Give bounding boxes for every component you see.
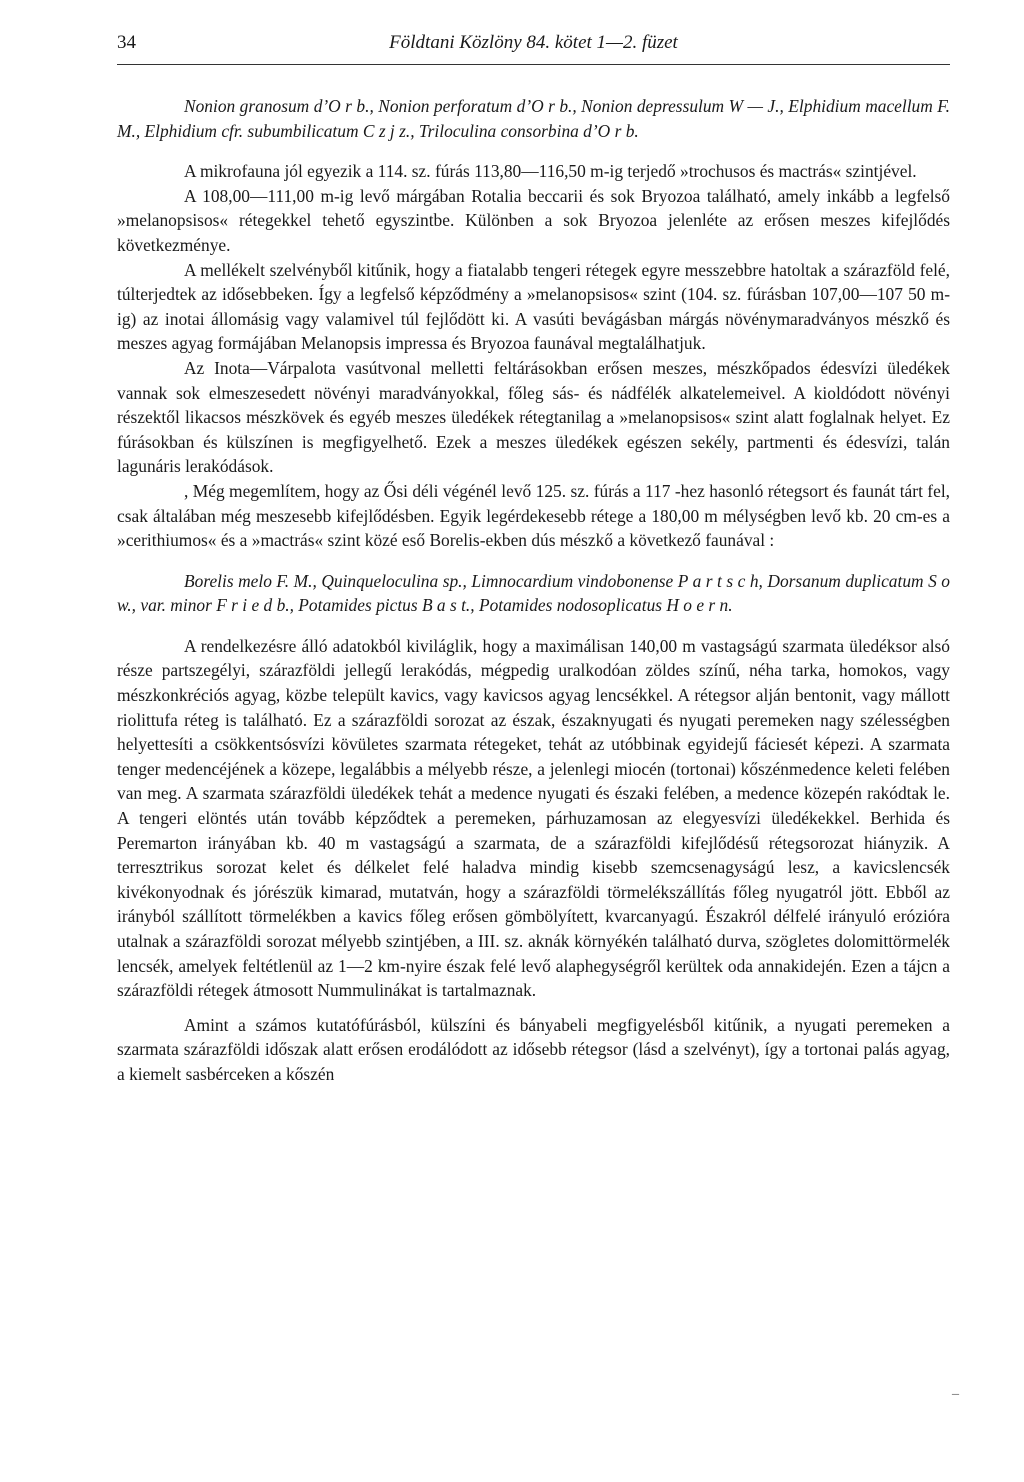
paragraph: Amint a számos kutatófúrásból, külszíni és bányabeli megfigyelésből kitűnik, a nyugati peremeken a szarmata szárazföldi időszak alatt erősen erodálódott az idősebb rétegsor (lásd a szelvényt), így a tortonai palás agyag, a kiemelt sasbérceken a kőszén xyxy=(117,1014,950,1084)
species-list-borelis: Borelis melo F. M., Quinqueloculina sp., Limnocardium vindobonense P a r t s c h, Dorsanum duplicatum S o w., var. minor F r i e d b., Potamides pictus B a s t., Potamides nodosoplicatus H o e r n. xyxy=(117,570,950,616)
running-title: Földtani Közlöny 84. kötet 1—2. füzet xyxy=(389,32,678,53)
page-header xyxy=(117,30,950,65)
body-text xyxy=(117,94,950,1087)
page-number: 34 xyxy=(117,32,136,53)
paragraph: A mikrofauna jól egyezik a 114. sz. fúrás 113,80—116,50 m-ig terjedő »trochusos és mactrás« szintjével. xyxy=(184,161,917,182)
paragraph: , Még megemlítem, hogy az Ősi déli végénél levő 125. sz. fúrás a 117 -hez hasonló rétegsort és faunát tárt fel, csak általában még meszesebb kifejlődésben. Egyik legérdekesebb rétege a 180,00 m mélységben levő kb. 20 cm-es a »cerithiumos« és a »mactrás« szint közé eső Borelis-ekben dús mészkő a következő faunával : xyxy=(117,480,950,551)
margin-mark: _ xyxy=(952,1382,959,1397)
paragraph: A mellékelt szelvényből kitűnik, hogy a fiatalabb tengeri rétegek egyre messzebbre hatoltak a szárazföld felé, túlterjedtek az idősebbeken. Így a legfelső képződmény a »melanopsisos« szint (104. sz. fúrásban 107,00—107 50 m-ig) az inotai állomásig vagy valamivel túl fejlődött ki. A vasúti bevágásban márgás növénymaradványos mészkő és meszes agyag formájában Melanopsis impressa és Bryozoa faunával megtalálhatjuk. xyxy=(117,259,950,354)
species-list-top: Nonion granosum d’O r b., Nonion perforatum d’O r b., Nonion depressulum W — J., Elphidium macellum F. M., Elphidium cfr. subumbilicatum C z j z., Triloculina consorbina d’O r b. xyxy=(117,96,950,141)
paragraph: Az Inota—Várpalota vasútvonal melletti feltárásokban erősen meszes, mészkőpados édesvízi üledékek vannak sok elmeszesedett növényi maradványokkal, főleg sás- és nádfélék alkatelemeivel. A kioldódott növényi részektől likacsos mészkövek és egyéb meszes üledékek rétegtanilag a »melanopsisos« szint alatt foglalnak helyet. Ez fúrásokban és külszínen is megfigyelhető. Ezek a meszes üledékek egészen sekély, partmenti és édesvízi, talán lagunáris lerakódások. xyxy=(117,357,950,477)
paragraph: A 108,00—111,00 m-ig levő márgában Rotalia beccarii és sok Bryozoa található, amely inkább a legfelső »melanopsisos« rétegekkel tehető egyszintbe. Különben a sok Bryozoa jelenléte az erősen meszes kifejlődés következménye. xyxy=(117,185,950,255)
paragraph: A rendelkezésre álló adatokból kiviláglik, hogy a maximálisan 140,00 m vastagságú szarmata üledéksor alsó része partszegélyi, szárazföldi jellegű lerakódás, mégpedig uralkodóan zöldes színű, néha tarka, homokos, vagy mészkonkréciós agyag, közbe települt kavics, vagy kavicsos agyag lencsékkel. A rétegsor alján bentonit, vagy mállott riolittufa réteg is található. Ez a szárazföldi sorozat az észak, északnyugati és nyugati peremeken nagy szélességben helyettesíti a csökkentsósvízi kövületes szarmata rétegeket, tehát az utóbbinak egyidejű fáciesét képezi. A szarmata tenger medencéjének a közepe, legalábbis a mélyebb része, a jelenlegi miocén (tortonai) kőszénmedence keleti felében van meg. A szarmata szárazföldi üledékek tehát a medence nyugati és északi felében, a medence közepén rakódtak le. A tengeri elöntés után tovább képződtek a peremeken, párhuzamosan az elegyesvízi üledékekkel. Berhida és Peremarton irányában kb. 40 m vastagságú a szarmata, de a szárazföldi kifejlődésű rétegsorozat hiányzik. A terresztrikus sorozat kelet és délkelet felé haladva mindig kisebb szemcsenagyságú lesz, a kavicslencsék kivékonyodnak és jórészük kimarad, mutatván, hogy a szárazföldi törmelékszállítás főleg nyugatról jött. Ebből az irányból szállított törmelékben a kavics főleg erősen gömbölyített, kvarcanyagú. Északról délfelé irányuló erózióra utalnak a szárazföldi sorozat mélyebb szintjében, a III. sz. aknák környékén található durva, szögletes dolomittörmelék lencsék, amelyek feltétlenül az 1—2 km-nyire észak felé levő alaphegységről kerültek oda annakidején. Ezen a tájcn a szárazföldi rétegek átmosott Nummulinákat is tartalmaznak. xyxy=(117,635,950,1001)
